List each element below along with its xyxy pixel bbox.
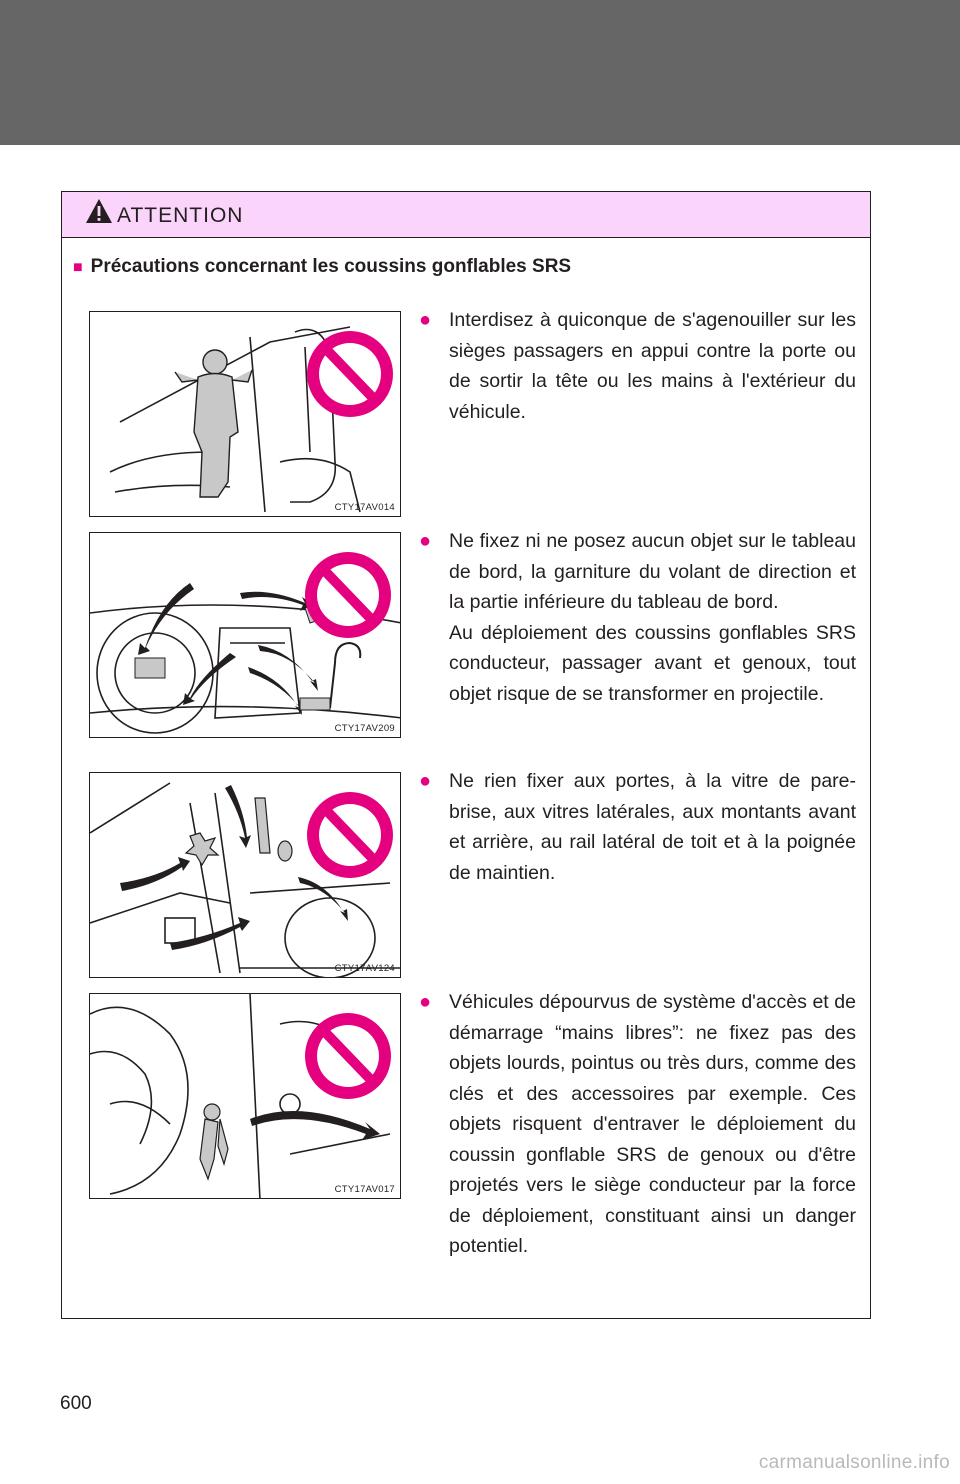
warning-box bbox=[61, 191, 871, 1319]
image-code: CTY17AV209 bbox=[334, 723, 395, 734]
warning-header bbox=[62, 192, 870, 238]
illustration-pillars bbox=[89, 772, 401, 978]
bullet-icon: ● bbox=[419, 530, 432, 552]
list-item bbox=[419, 766, 856, 888]
warning-title: ATTENTION bbox=[117, 204, 244, 227]
item-text: Ne rien fixer aux portes, à la vitre de pare-brise, aux vitres latérales, aux montants avant et arrière, au rail latéral de toit et à la poignée de maintien. bbox=[449, 770, 856, 884]
image-code: CTY17AV014 bbox=[334, 502, 395, 513]
list-item bbox=[419, 987, 856, 1262]
dashboard-objects-illustration bbox=[90, 533, 401, 738]
key-accessories-illustration bbox=[90, 994, 401, 1199]
item-text: Véhicules dépourvus de système d'accès et de démarrage “mains libres”: ne fixez pas des objets lourds, pointus ou très durs, comme des clés et des accessoires par exemple. Ces objets risquent d'entraver le déploiement du coussin gonflable SRS de genoux ou d'être projetés vers le siège conducteur par la force de déploiement, constituant ainsi un danger potentiel. bbox=[449, 991, 856, 1257]
section-title bbox=[73, 256, 571, 278]
illustration-kneeling bbox=[89, 311, 401, 517]
item-text: Ne fixez ni ne posez aucun objet sur le tableau de bord, la garniture du volant de direction et la partie inférieure du tableau de bord. bbox=[449, 530, 856, 613]
bullet-icon: ● bbox=[419, 770, 432, 792]
pillar-objects-illustration bbox=[90, 773, 401, 978]
image-code: CTY17AV124 bbox=[334, 963, 395, 974]
image-code: CTY17AV017 bbox=[334, 1184, 395, 1195]
list-item bbox=[419, 305, 856, 427]
watermark: carmanualsonline.info bbox=[758, 1452, 950, 1473]
bullet-icon: ● bbox=[419, 991, 432, 1013]
item-text: Interdisez à quiconque de s'agenouiller sur les sièges passagers en appui contre la porte ou de sortir la tête ou les mains à l'extérieur du véhicule. bbox=[449, 309, 856, 423]
kneeling-passenger-illustration bbox=[90, 312, 401, 517]
illustration-keys bbox=[89, 993, 401, 1199]
page-number: 600 bbox=[60, 1393, 92, 1414]
section-title-text: Précautions concernant les coussins gonflables SRS bbox=[90, 256, 572, 277]
illustration-dashboard bbox=[89, 532, 401, 738]
item-text-continued: Au déploiement des coussins gonflables SRS conducteur, passager avant et genoux, tout objet risque de se transformer en projectile. bbox=[449, 621, 856, 705]
top-band bbox=[0, 0, 960, 145]
warning-triangle-icon bbox=[85, 198, 113, 224]
bullet-icon: ● bbox=[419, 309, 432, 331]
square-bullet-icon: ■ bbox=[73, 259, 83, 276]
list-item bbox=[419, 526, 856, 709]
